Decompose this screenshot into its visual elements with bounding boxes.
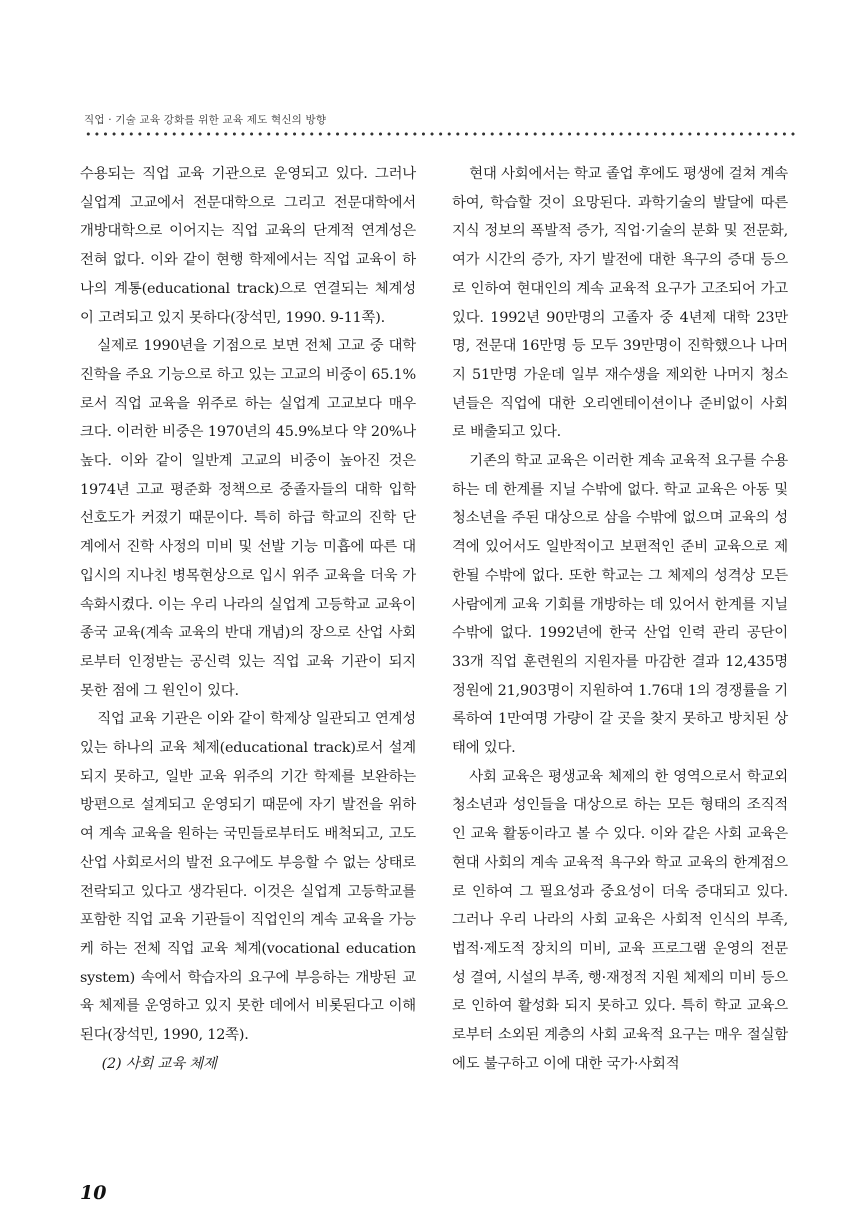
right-column xyxy=(452,160,788,1079)
page-number: 10 xyxy=(80,1182,107,1204)
section-heading: (2) 사회 교육 체제 xyxy=(101,1055,217,1072)
paragraph-left-1: 수용되는 직업 교육 기관으로 운영되고 있다. 그러나 실업계 고교에서 전문대학으로 그리고 전문대학에서 개방대학으로 이어지는 직업 교육의 단계적 연계성은 전혀 없다. 이와 같이 현행 학제에서는 직업 교육이 하나의 계통(educational track)으로 연결되는 체계성이 고려되고 있지 못하다(장석민, 1990. 9-11쪽). xyxy=(80,166,416,326)
paragraph-left-2: 실제로 1990년을 기점으로 보면 전체 고교 중 대학 진학을 주요 기능으로 하고 있는 고교의 비중이 65.1%로서 직업 교육을 위주로 하는 실업계 고교보다 매우 크다. 이러한 비중은 1970년의 45.9%보다 약 20%나 높다. 이와 같이 일반계 고교의 비중이 높아진 것은 1974년 고교 평준화 정책으로 중졸자들의 대학 입학 선호도가 커졌기 때문이다. 특히 하급 학교의 진학 단계에서 진학 사정의 미비 및 선발 기능 미흡에 따른 대입시의 지나친 병목현상으로 입시 위주 교육을 더욱 가속화시켰다. 이는 우리 나라의 실업계 고등학교 교육이 종국 교육(계속 교육의 반대 개념)의 장으로 산업 사회로부터 인정받는 공신력 있는 직업 교육 기관이 되지 못한 점에 그 원인이 있다. xyxy=(80,338,416,699)
left-column xyxy=(80,160,416,1079)
header-dotted-rule xyxy=(84,131,800,137)
running-header: 직업 · 기술 교육 강화를 위한 교육 제도 혁신의 방향 xyxy=(84,114,327,126)
paragraph-right-1: 현대 사회에서는 학교 졸업 후에도 평생에 걸쳐 계속하여, 학습할 것이 요망된다. 과학기술의 발달에 따른 지식 정보의 폭발적 증가, 직업·기술의 분화 및 전문화, 여가 시간의 증가, 자기 발전에 대한 욕구의 증대 등으로 인하여 현대인의 계속 교육적 요구가 고조되어 가고 있다. 1992년 90만명의 고졸자 중 4년제 대학 23만명, 전문대 16만명 등 모두 39만명이 진학했으나 나머지 51만명 가운데 일부 재수생을 제외한 나머지 청소년들은 직업에 대한 오리엔테이션이나 준비없이 사회로 배출되고 있다. xyxy=(452,166,788,441)
paragraph-right-2: 기존의 학교 교육은 이러한 계속 교육적 요구를 수용하는 데 한계를 지닐 수밖에 없다. 학교 교육은 아동 및 청소년을 주된 대상으로 삼을 수밖에 없으며 교육의 성격에 있어서도 일반적이고 보편적인 준비 교육으로 제한될 수밖에 없다. 또한 학교는 그 체제의 성격상 모든 사람에게 교육 기회를 개방하는 데 있어서 한계를 지닐 수밖에 없다. 1992년에 한국 산업 인력 관리 공단이 33개 직업 훈련원의 지원자를 마감한 결과 12,435명 정원에 21,903명이 지원하여 1.76대 1의 경쟁률을 기록하여 1만여명 가량이 갈 곳을 찾지 못하고 방치된 상태에 있다. xyxy=(452,453,788,757)
paragraph-left-3: 직업 교육 기관은 이와 같이 학제상 일관되고 연계성 있는 하나의 교육 체제(educational track)로서 설계되지 못하고, 일반 교육 위주의 기간 학제를 보완하는 방편으로 설계되고 운영되기 때문에 자기 발전을 위하여 계속 교육을 원하는 국민들로부터도 배척되고, 고도 산업 사회로서의 발전 요구에도 부응할 수 없는 상태로 전락되고 있다고 생각된다. 이것은 실업계 고등학교를 포함한 직업 교육 기관들이 직업인의 계속 교육을 가능케 하는 전체 직업 교육 체계(vocational education system) 속에서 학습자의 요구에 부응하는 개방된 교육 체제를 운영하고 있지 못한 데에서 비롯된다고 이해된다(장석민, 1990, 12쪽). xyxy=(80,711,416,1044)
paragraph-right-3: 사회 교육은 평생교육 체제의 한 영역으로서 학교외 청소년과 성인들을 대상으로 하는 모든 형태의 조직적인 교육 활동이라고 볼 수 있다. 이와 같은 사회 교육은 현대 사회의 계속 교육적 욕구와 학교 교육의 한계점으로 인하여 그 필요성과 중요성이 더욱 증대되고 있다. 그러나 우리 나라의 사회 교육은 사회적 인식의 부족, 법적·제도적 장치의 미비, 교육 프로그램 운영의 전문성 결여, 시설의 부족, 행·재정적 지원 체제의 미비 등으로 인하여 활성화 되지 못하고 있다. 특히 학교 교육으로부터 소외된 계층의 사회 교육적 요구는 매우 절실함에도 불구하고 이에 대한 국가·사회적 xyxy=(452,768,788,1072)
